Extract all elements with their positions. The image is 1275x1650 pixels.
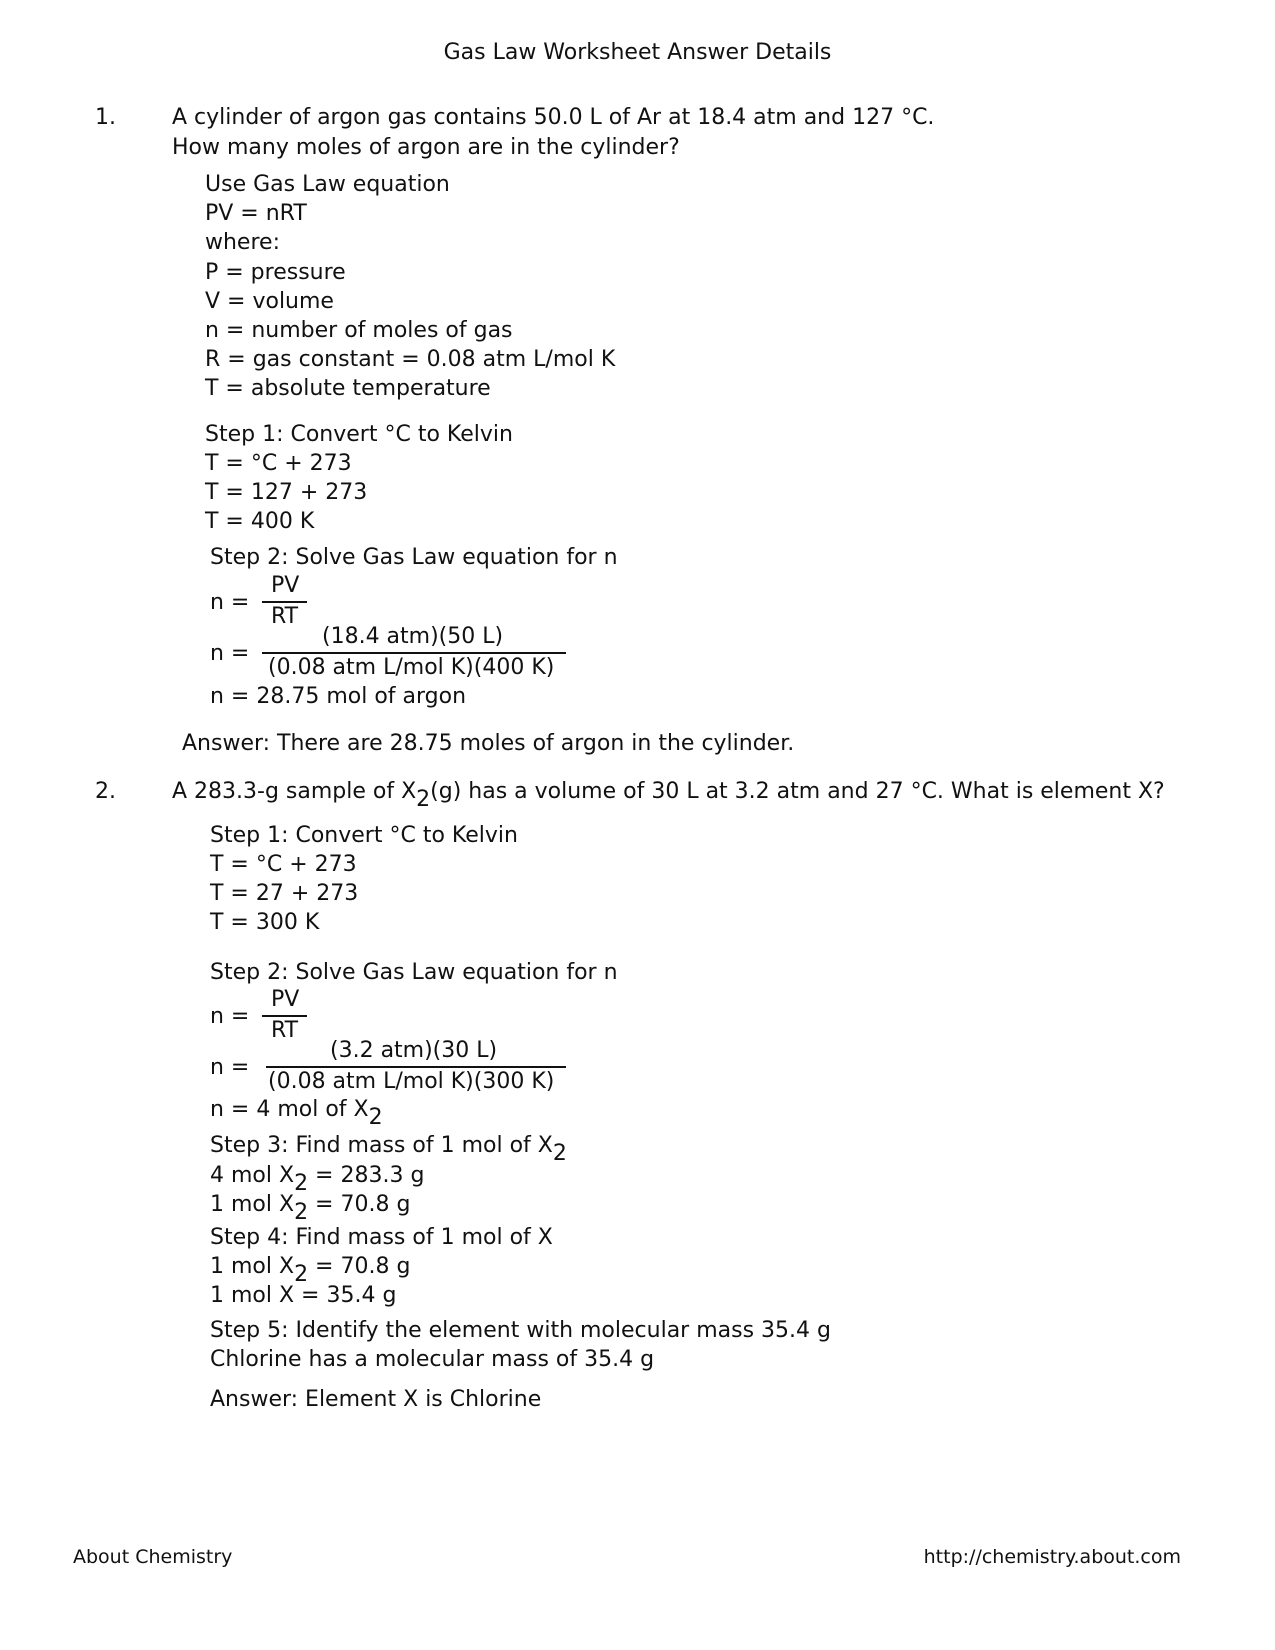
- q2-step5-title: Step 5: Identify the element with molecular mass 35.4 g: [210, 1318, 831, 1343]
- step-text: = 70.8 g: [308, 1192, 411, 1217]
- setup-line: Use Gas Law equation: [205, 172, 450, 197]
- step-line: T = 300 K: [210, 910, 320, 935]
- fraction-numerator: (3.2 atm)(30 L): [330, 1038, 498, 1063]
- step-text: 1 mol X: [210, 1254, 295, 1279]
- step-line: T = 400 K: [205, 509, 315, 534]
- fraction-lhs: n =: [210, 590, 250, 615]
- page-title: Gas Law Worksheet Answer Details: [443, 40, 832, 65]
- q1-result: n = 28.75 mol of argon: [210, 684, 467, 709]
- subscript: 2: [294, 1200, 309, 1225]
- step-line: T = °C + 273: [205, 451, 352, 476]
- q1-answer: Answer: There are 28.75 moles of argon in the cylinder.: [182, 731, 795, 756]
- q2-question: [172, 779, 1165, 812]
- setup-line: PV = nRT: [205, 201, 307, 226]
- step-text: 1 mol X: [210, 1192, 295, 1217]
- q1-question-line1: A cylinder of argon gas contains 50.0 L of Ar at 18.4 atm and 127 °C.: [172, 105, 935, 130]
- fraction-bar: [262, 652, 566, 654]
- setup-line: R = gas constant = 0.08 atm L/mol K: [205, 347, 616, 372]
- step-line: T = °C + 273: [210, 852, 357, 877]
- q1-step2-title: Step 2: Solve Gas Law equation for n: [210, 545, 618, 570]
- fraction-lhs: n =: [210, 641, 250, 666]
- q1-number: 1.: [95, 105, 116, 130]
- footer-left: About Chemistry: [73, 1546, 233, 1568]
- fraction-bar: [262, 1015, 307, 1017]
- q2-step3-line1: [210, 1163, 425, 1196]
- subscript: 2: [294, 1171, 309, 1196]
- step-line: Step 1: Convert °C to Kelvin: [205, 422, 513, 447]
- step3-title-text: Step 3: Find mass of 1 mol of X: [210, 1133, 553, 1158]
- q2-step3-title: [210, 1133, 567, 1166]
- q2-step2-title: Step 2: Solve Gas Law equation for n: [210, 960, 618, 985]
- fraction-numerator: PV: [271, 987, 300, 1012]
- fraction-numerator: (18.4 atm)(50 L): [322, 624, 504, 649]
- setup-line: P = pressure: [205, 260, 346, 285]
- q2-question-a: A 283.3-g sample of X: [172, 779, 417, 804]
- q2-number: 2.: [95, 779, 116, 804]
- setup-line: V = volume: [205, 289, 334, 314]
- q2-question-b: (g) has a volume of 30 L at 3.2 atm and 27 °C. What is element X?: [430, 779, 1165, 804]
- subscript: 2: [294, 1262, 309, 1287]
- fraction-denominator: (0.08 atm L/mol K)(400 K): [268, 655, 555, 680]
- result-text: n = 4 mol of X: [210, 1097, 369, 1122]
- step-text: 4 mol X: [210, 1163, 295, 1188]
- fraction-lhs: n =: [210, 1055, 250, 1080]
- q2-step3-line2: [210, 1192, 411, 1225]
- q2-step4-line2: 1 mol X = 35.4 g: [210, 1283, 397, 1308]
- fraction-bar: [266, 1066, 566, 1068]
- step-line: T = 127 + 273: [205, 480, 368, 505]
- step-line: Step 1: Convert °C to Kelvin: [210, 823, 518, 848]
- subscript: 2: [552, 1141, 567, 1166]
- fraction-denominator: (0.08 atm L/mol K)(300 K): [268, 1069, 555, 1094]
- q2-step4-title: Step 4: Find mass of 1 mol of X: [210, 1225, 553, 1250]
- footer-url[interactable]: http://chemistry.about.com: [923, 1546, 1181, 1568]
- step-line: T = 27 + 273: [210, 881, 359, 906]
- fraction-lhs: n =: [210, 1004, 250, 1029]
- step-text: = 70.8 g: [308, 1254, 411, 1279]
- setup-line: where:: [205, 230, 280, 255]
- fraction-denominator: RT: [271, 604, 299, 629]
- q2-step4-line1: [210, 1254, 411, 1287]
- fraction-bar: [262, 601, 307, 603]
- subscript: 2: [368, 1105, 383, 1130]
- fraction-numerator: PV: [271, 573, 300, 598]
- q2-step5-line1: Chlorine has a molecular mass of 35.4 g: [210, 1347, 655, 1372]
- setup-line: T = absolute temperature: [205, 376, 491, 401]
- step-text: = 283.3 g: [308, 1163, 425, 1188]
- subscript: 2: [416, 787, 431, 812]
- q1-question-line2: How many moles of argon are in the cylinder?: [172, 135, 680, 160]
- setup-line: n = number of moles of gas: [205, 318, 513, 343]
- q2-result: [210, 1097, 383, 1130]
- fraction-denominator: RT: [271, 1018, 299, 1043]
- q2-answer: Answer: Element X is Chlorine: [210, 1387, 542, 1412]
